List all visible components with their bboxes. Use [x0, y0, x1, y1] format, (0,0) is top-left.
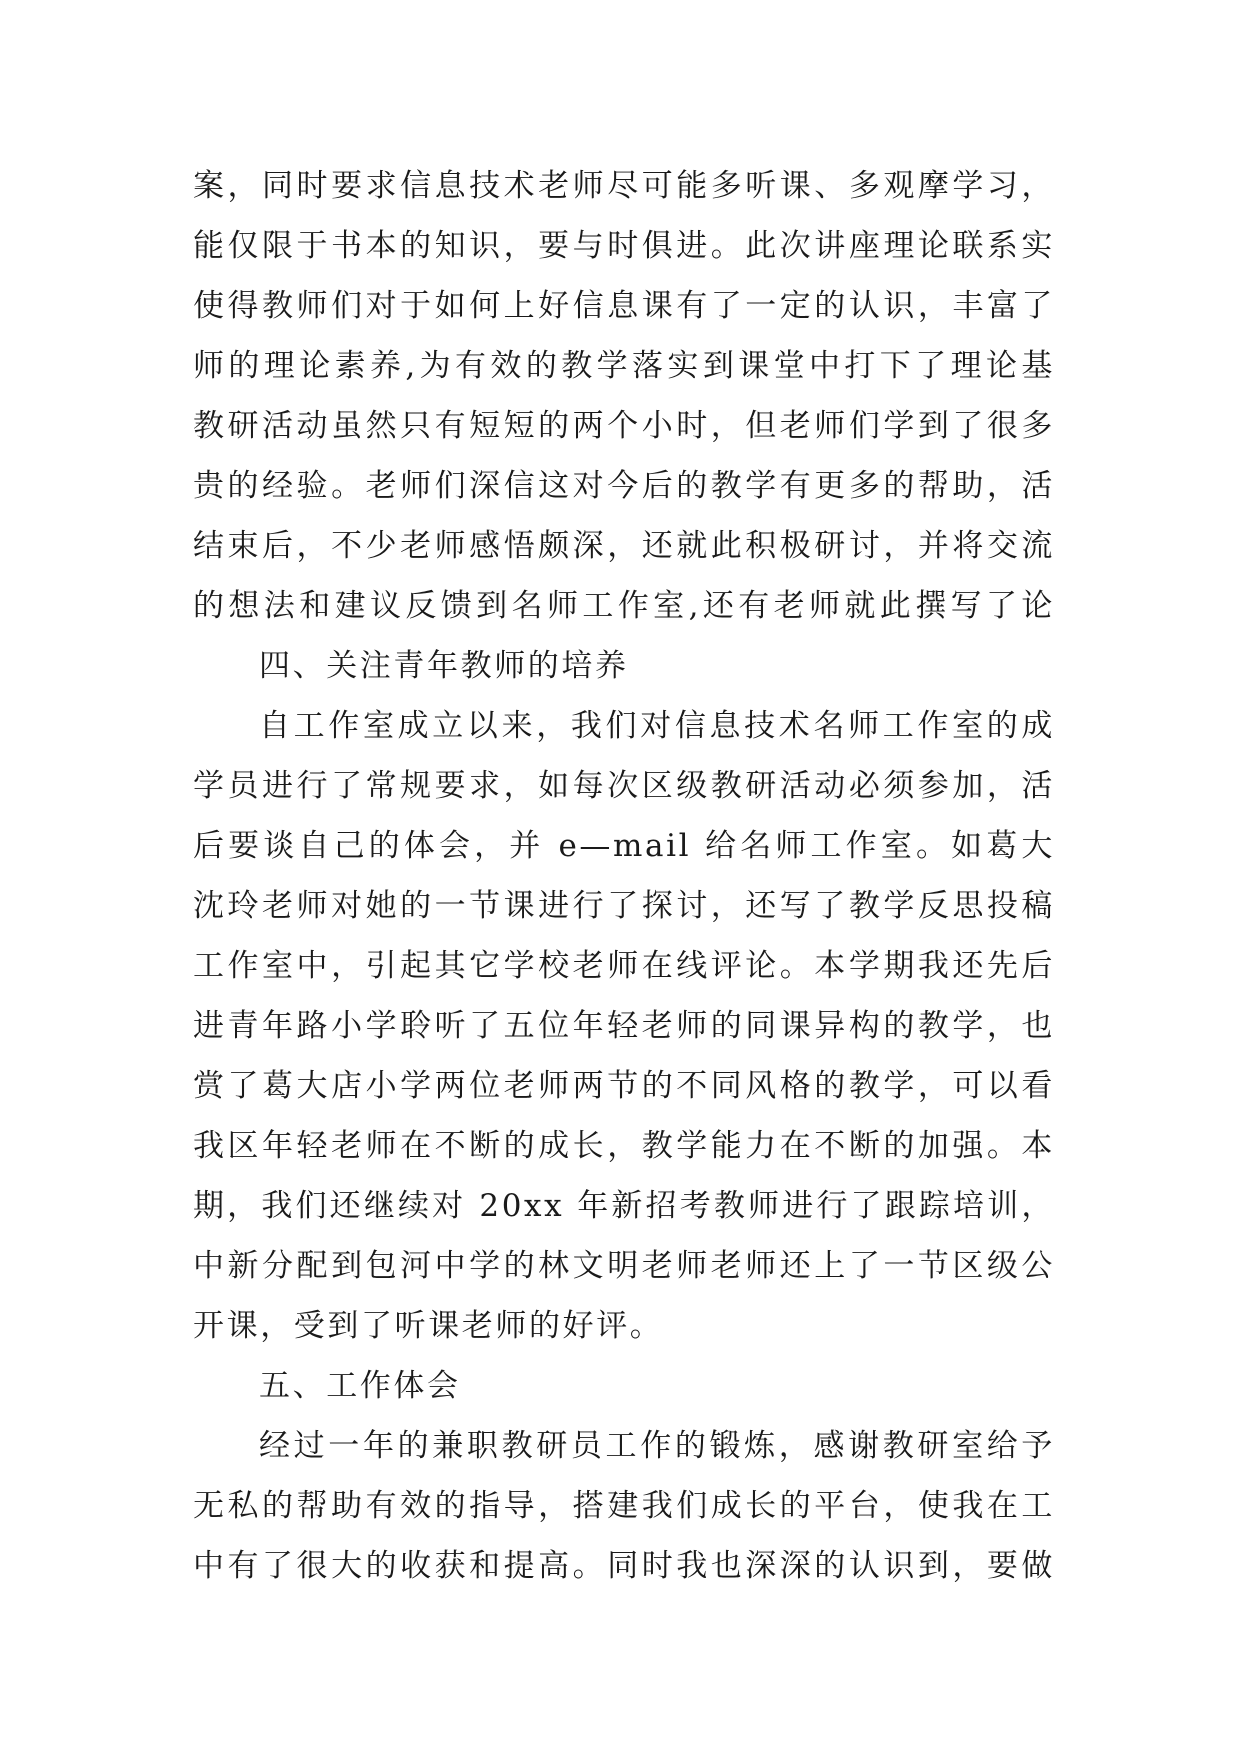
paragraph-first-line: 自工作室成立以来，我们对信息技术名师工作室的成 — [259, 708, 1055, 744]
paragraph-line: 赏了葛大店小学两位老师两节的不同风格的教学，可以看 — [193, 1068, 1055, 1104]
paragraph-line: 中新分配到包河中学的林文明老师老师还上了一节区级公 — [193, 1248, 1055, 1284]
paragraph-line: 中有了很大的收获和提高。同时我也深深的认识到，要做 — [193, 1548, 1055, 1584]
section-heading-four: 四、关注青年教师的培养 — [259, 648, 629, 684]
paragraph-line: 结束后，不少老师感悟颇深，还就此积极研讨，并将交流 — [193, 528, 1055, 564]
paragraph-first-line: 经过一年的兼职教研员工作的锻炼，感谢教研室给予 — [259, 1428, 1055, 1464]
paragraph-line: 工作室中，引起其它学校老师在线评论。本学期我还先后 — [193, 948, 1055, 984]
paragraph-last-line: 开课，受到了听课老师的好评。 — [193, 1308, 664, 1344]
paragraph-line: 无私的帮助有效的指导，搭建我们成长的平台，使我在工 — [193, 1488, 1055, 1524]
paragraph-line: 贵的经验。老师们深信这对今后的教学有更多的帮助，活 — [193, 468, 1055, 504]
paragraph-line: 能仅限于书本的知识，要与时俱进。此次讲座理论联系实 — [193, 228, 1055, 264]
paragraph-line: 师的理论素养,为有效的教学落实到课堂中打下了理论基 — [193, 348, 1055, 384]
paragraph-line: 案，同时要求信息技术老师尽可能多听课、多观摩学习， — [193, 168, 1055, 204]
paragraph-line: 期，我们还继续对 20xx 年新招考教师进行了跟踪培训， — [193, 1188, 1055, 1224]
paragraph-line: 我区年轻老师在不断的成长，教学能力在不断的加强。本 — [193, 1128, 1055, 1164]
paragraph-line: 后要谈自己的体会，并 e—mail 给名师工作室。如葛大 — [193, 828, 1055, 864]
paragraph-line: 教研活动虽然只有短短的两个小时，但老师们学到了很多 — [193, 408, 1055, 444]
paragraph-line: 进青年路小学聆听了五位年轻老师的同课异构的教学，也 — [193, 1008, 1055, 1044]
paragraph-line: 的想法和建议反馈到名师工作室,还有老师就此撰写了论 — [193, 588, 1055, 624]
body-text — [193, 156, 1055, 1596]
paragraph-line: 学员进行了常规要求，如每次区级教研活动必须参加，活 — [193, 768, 1055, 804]
section-heading-five: 五、工作体会 — [259, 1368, 461, 1404]
paragraph-line: 使得教师们对于如何上好信息课有了一定的认识，丰富了 — [193, 288, 1055, 324]
paragraph-line: 沈玲老师对她的一节课进行了探讨，还写了教学反思投稿 — [193, 888, 1055, 924]
